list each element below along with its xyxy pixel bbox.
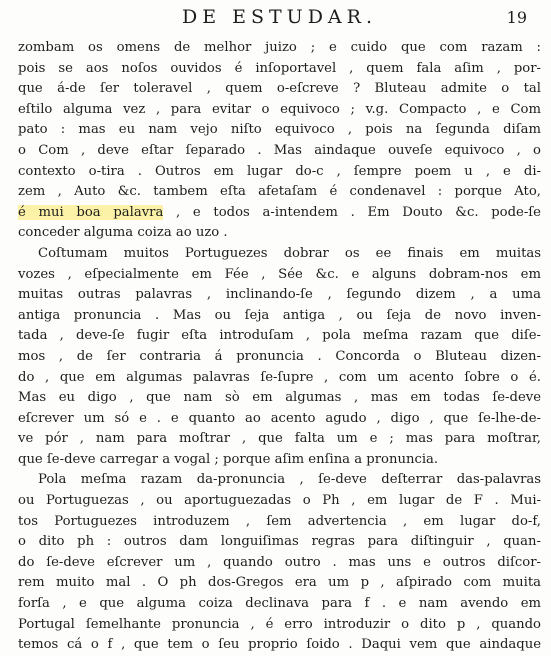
text-line: pois se aos noſos ouvidos é inſoportavel , quem fala aſim , por- xyxy=(18,60,541,76)
text-line: eſcrever um só e . e quanto ao acento agudo , digo , que ſe-lhe-de- xyxy=(18,410,541,426)
running-title: DE ESTUDAR. xyxy=(181,6,377,28)
text-line: conceder alguma coiza ao uzo . xyxy=(18,225,228,241)
text-line: Pola meſma razam da-pronuncia , ſe-deve deſterrar das-palavras xyxy=(38,472,541,488)
text-line: eſtilo alguma vez , para evitar o equivoco ; v.g. Compacto , e Com xyxy=(18,101,541,117)
text-line: tos Portuguezes introduzem , ſem advertencia , em lugar do-f, xyxy=(18,513,541,529)
text-line: muitas outras palavras , inclinando-ſe , ſegundo dizem , a uma xyxy=(18,287,541,303)
text-line: ou Portuguezas , ou aportuguezadas o Ph , em lugar de F . Mui- xyxy=(18,493,541,509)
text-line: o Com , deve eſtar ſeparado . Mas aindaque ouveſe equivoco , o xyxy=(18,142,541,158)
text-line: vozes , eſpecialmente em Fée , Sée &c. e alguns dobram-nos em xyxy=(18,266,541,282)
paragraph xyxy=(18,38,541,244)
text-line: ve pór , nam para moſtrar , que falta um e ; mas para moſtrar, xyxy=(18,431,541,447)
page-number: 19 xyxy=(506,8,527,27)
text-line: zombam os omens de melhor juizo ; e cuido que com razam : xyxy=(18,40,541,55)
text-line: é mui boa palavra , e todos a-intendem . Em Douto &c. pode-ſe xyxy=(18,204,541,220)
text-line: rem muito mal . O ph dos-Gregos era um p , aſpirado com muita xyxy=(18,575,541,591)
text-line: do , que em algumas palavras ſe-ſupre , com um acento ſobre o é. xyxy=(18,369,541,385)
text-line: Mas eu digo , que nam sò em algumas , mas em todas ſe-deve xyxy=(18,390,541,406)
body-text xyxy=(18,38,541,656)
text-line: Portugal ſemelhante pronuncia , é erro introduzir o dito p , quando xyxy=(18,616,541,632)
text-line: pato : mas eu nam vejo niſto equivoco , pois na ſegunda diſam xyxy=(18,122,541,138)
text-line: do ſe-deve eſcrever um , quando outro . mas uns e outros diſcor- xyxy=(18,554,541,570)
text-line: temos cá o f , que tem o ſeu proprio ſoido . Daqui vem que aindaque xyxy=(18,637,541,653)
text-line: contexto o-tira . Outros em lugar do-c , ſempre poem u , e di- xyxy=(18,163,541,179)
paragraph xyxy=(18,244,541,471)
text-line: antiga pronuncia . Mas ou ſeja antiga , ou ſeja de novo inven- xyxy=(18,307,541,323)
text-line: mos , de ſer contraria á pronuncia . Concorda o Bluteau dizen- xyxy=(18,348,541,364)
paragraph xyxy=(18,470,541,655)
text-line: Coſtumam muitos Portuguezes dobrar os ee finais em muitas xyxy=(38,245,541,261)
text-line: zem , Auto &c. tambem eſta afetaſam é condenavel : porque Ato, xyxy=(18,184,541,200)
text-line: tada , deve-ſe fugir eſta introduſam , pola meſma razam que diſe- xyxy=(18,328,541,344)
text-line: que á-de ſer toleravel , quem o-eſcreve ? Bluteau admite o tal xyxy=(18,81,541,97)
text-line: que ſe-deve carregar a vogal ; porque aſim enſina a pronuncia. xyxy=(18,451,439,467)
running-header xyxy=(18,6,541,32)
text-line: o dito ph : outros dam longuiſimas regras para diſtinguir , quan- xyxy=(18,534,541,550)
text-line: forſa , e que alguma coiza declinava para f . e nam avendo em xyxy=(18,596,541,612)
highlighted-phrase: é mui boa palavra xyxy=(18,204,164,220)
